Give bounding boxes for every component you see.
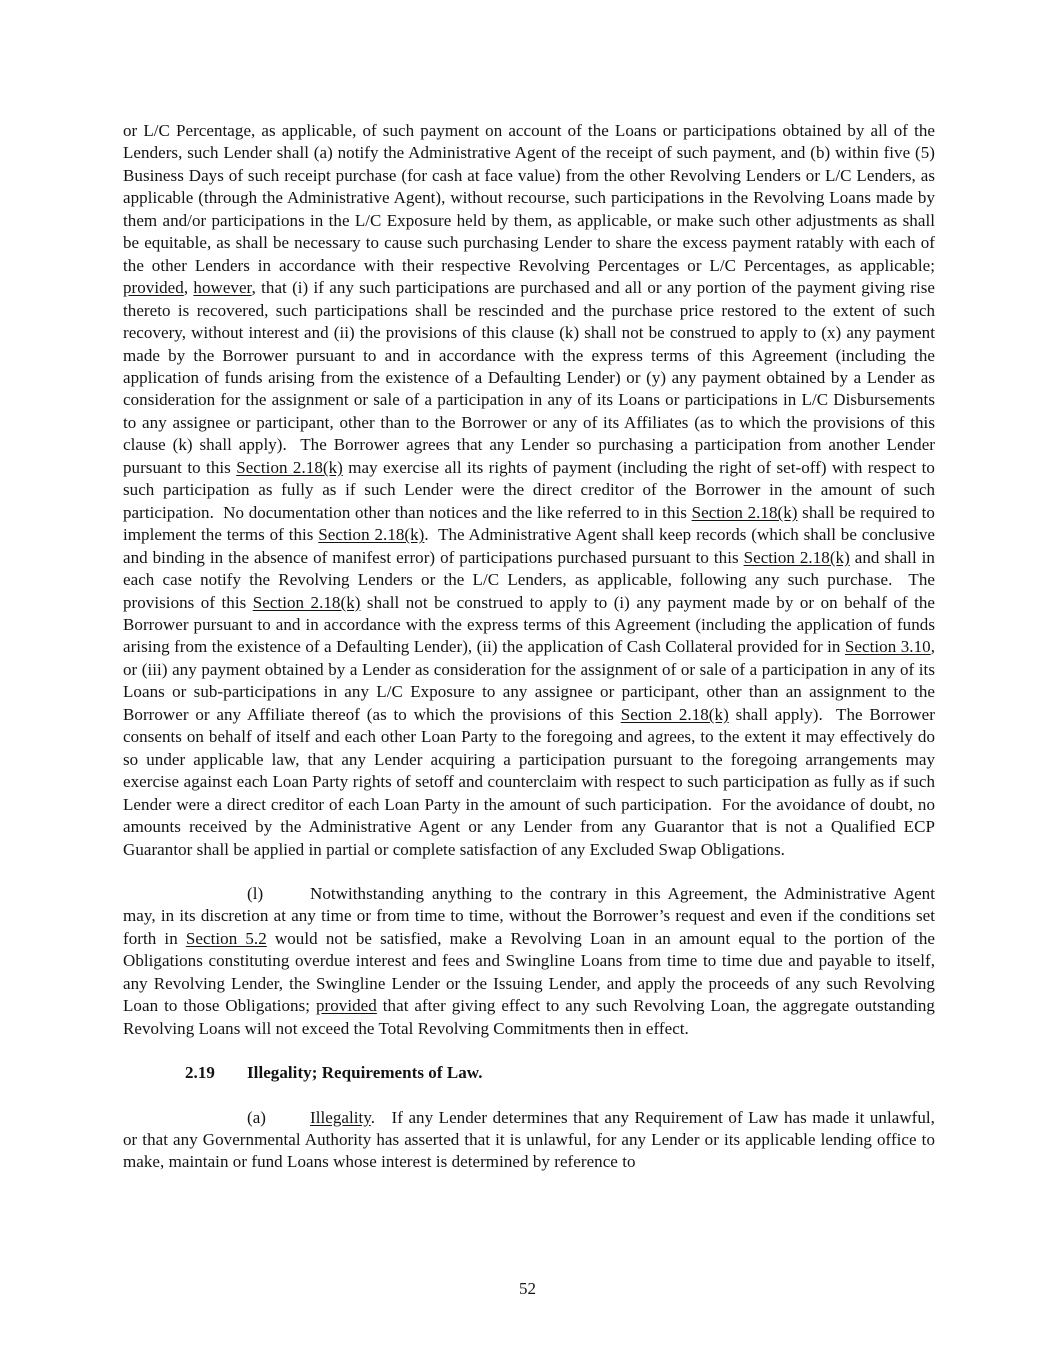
text-run: . If any Lender determines that any Requirement of Law has made it unlawful, or that any Governmental Authority has asserted that it is unlawful, for any Lender or its applicable lending office to make, maintain or fund Loans whose interest is determined by reference to	[123, 1107, 935, 1172]
section-number: 2.19	[185, 1063, 215, 1083]
text-run: shall not be construed to apply to (i) any payment made by or on behalf of the Borrower pursuant to and in accordance with the express terms of this Agreement (including the application of funds arising from the existence of a Defaulting Lender), (ii) the application of Cash Collateral provided for in	[123, 592, 936, 657]
section-ref: Section 5.2	[185, 928, 267, 948]
section-ref: Section 2.18(k)	[318, 525, 425, 545]
text-run: Notwithstanding anything to the contrary in this Agreement, the Administrative Agent may, in its discretion at any time or from time to time, without the Borrower’s request and even if the conditions set forth in	[123, 883, 935, 948]
clause-label: (a)	[247, 1107, 267, 1127]
paragraph-clause-k-continuation	[123, 120, 935, 861]
text-run: and shall in each case notify the Revolving Lenders or the L/C Lenders, as applicable, following any such purchase. The provisions of this	[123, 547, 935, 612]
defined-term: Illegality	[310, 1107, 371, 1127]
text-run: shall be required to implement the terms of this	[123, 502, 935, 545]
section-heading-2-19	[185, 1062, 935, 1084]
proviso-term: however	[193, 278, 252, 298]
section-heading-text: Illegality; Requirements of Law.	[247, 1063, 483, 1083]
section-ref: Section 2.18(k)	[252, 592, 361, 612]
section-ref: Section 2.18(k)	[236, 457, 343, 477]
text-run: may exercise all its rights of payment (including the right of set-off) with respect to such participation as fully as if such Lender were the direct creditor of the Borrower in the amount of such participation. No documentation other than notices and the like referred to in this	[123, 457, 935, 522]
text-run: ,	[183, 278, 194, 298]
text-run: that after giving effect to any such Revolving Loan, the aggregate outstanding Revolving Loans will not exceed the Total Revolving Commitments then in effect.	[123, 996, 935, 1038]
clause-label: (l)	[247, 883, 264, 903]
text-run: . The Administrative Agent shall keep records (which shall be conclusive and binding in the absence of manifest error) of participations purchased pursuant to this	[123, 525, 935, 567]
section-ref: Section 3.10	[844, 637, 931, 657]
text-run: or L/C Percentage, as applicable, of such payment on account of the Loans or participations obtained by all of the Lenders, such Lender shall (a) notify the Administrative Agent of the receipt of such payment, and (b) within five (5) Business Days of such receipt purchase (for cash at face value) from the other Revolving Lenders or L/C Lenders, as applicable (through the Administrative Agent), without recourse, such participations in the Revolving Loans made by them and/or participations in the L/C Exposure held by them, as applicable, or make such other adjustments as shall be equitable, as shall be necessary to cause such purchasing Lender to share the excess payment ratably with each of the other Lenders in accordance with their respective Revolving Percentages or L/C Percentages, as applicable;	[123, 121, 935, 275]
proviso-term: provided	[316, 996, 377, 1016]
section-ref: Section 2.18(k)	[620, 704, 729, 724]
text-run: shall apply). The Borrower consents on behalf of itself and each other Loan Party to the foregoing and agrees, to the extent it may effectively do so under applicable law, that any Lender acquiring a participation pursuant to the foregoing arrangements may exercise against each Loan Party rights of setoff and counterclaim with respect to such participation as fully as if such Lender were a direct creditor of each Loan Party in the amount of such participation. For the avoidance of doubt, no amounts received by the Administrative Agent or any Lender from any Guarantor that is not a Qualified ECP Guarantor shall be applied in partial or complete satisfaction of any Excluded Swap Obligations.	[123, 704, 935, 859]
section-ref: Section 2.18(k)	[743, 547, 850, 567]
paragraph-clause-l	[123, 883, 935, 1040]
document-body	[123, 120, 935, 1174]
paragraph-clause-a-illegality	[123, 1107, 935, 1174]
text-run: , or (iii) any payment obtained by a Lender as consideration for the assignment of or sale of a participation in any of its Loans or sub-participations in any L/C Exposure to any assignee or participant, other than an assignment to the Borrower or any Affiliate thereof (as to which the provisions of this	[123, 637, 935, 724]
text-run: would not be satisfied, make a Revolving Loan in an amount equal to the portion of the Obligations constituting overdue interest and fees and Swingline Loans from time to time due and payable to itself, any Revolving Lender, the Swingline Lender or the Issuing Lender, and apply the proceeds of any such Revolving Loan to those Obligations;	[123, 928, 936, 1016]
section-ref: Section 2.18(k)	[691, 502, 798, 522]
text-run: , that (i) if any such participations are purchased and all or any portion of the payment giving rise thereto is recovered, such participations shall be rescinded and the purchase price restored to the extent of such recovery, without interest and (ii) the provisions of this clause (k) shall not be construed to apply to (x) any payment made by the Borrower pursuant to and in accordance with the express terms of this Agreement (including the application of funds arising from the existence of a Defaulting Lender) or (y) any payment obtained by a Lender as consideration for the assignment or sale of a participation in any of its Loans or participations in L/C Disbursements to any assignee or participant, other than to the Borrower or any of its Affiliates (as to which the provisions of this clause (k) shall apply). The Borrower agrees that any Lender so purchasing a participation from another Lender pursuant to this	[123, 278, 935, 477]
proviso-term: provided	[123, 278, 184, 298]
page-number: 52	[519, 1279, 536, 1298]
